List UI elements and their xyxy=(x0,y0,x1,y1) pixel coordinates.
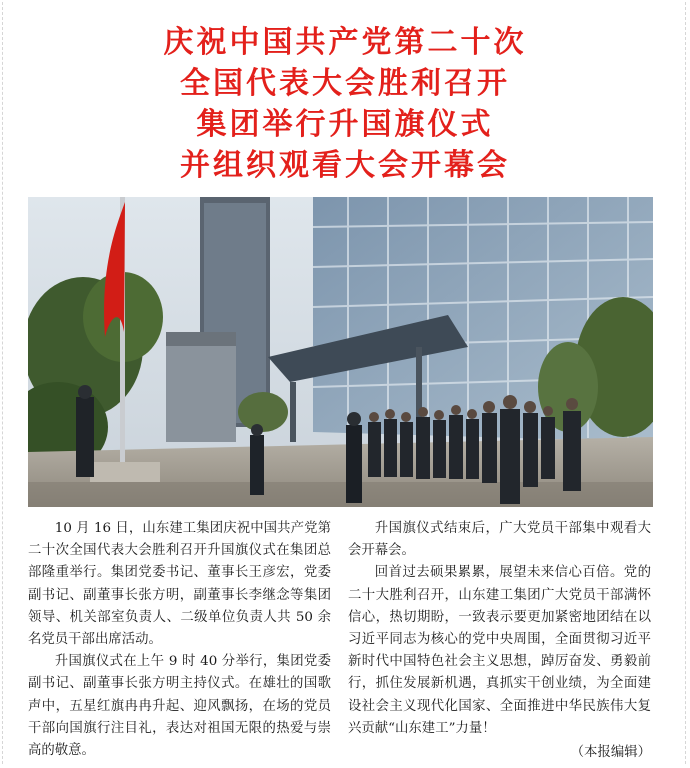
headline xyxy=(0,22,690,186)
headline-line-2: 全国代表大会胜利召开 xyxy=(180,66,510,101)
editor-signature: （本报编辑） xyxy=(570,745,651,761)
paragraph: 升国旗仪式在上午 9 时 40 分举行，集团党委副书记、副董事长张方明主持仪式。在雄壮的国歌声中，五星红旗冉冉升起、迎风飘扬，在场的党员干部向国旗行注目礼，表达对祖国无限的热爱与崇高的敬意。 xyxy=(28,654,331,759)
headline-line-4: 并组织观看大会开幕会 xyxy=(180,148,510,183)
article-left-column xyxy=(28,518,331,762)
paragraph: 10 月 16 日，山东建工集团庆祝中国共产党第二十次全国代表大会胜利召开升国旗仪式在集团总部隆重举行。集团党委书记、董事长王彦宏，党委副书记、副董事长张方明，副董事长李继念等集团领导、机关部室负责人、二级单位负责人共 50 余名党员干部出席活动。 xyxy=(28,521,331,648)
paragraph: 回首过去硕果累累，展望未来信心百倍。党的二十大胜利召开，山东建工集团广大党员干部满怀信心，热切期盼，一致表示要更加紧密地团结在以习近平同志为核心的党中央周围，全面贯彻习近平新时代中国特色社会主义思想，踔厉奋发、勇毅前行，抓住发展新机遇，真抓实干创业绩，为全面建设社会主义现代化国家、全面推进中华民族伟大复兴贡献“山东建工”力量！ xyxy=(348,565,651,736)
headline-line-3: 集团举行升国旗仪式 xyxy=(196,107,494,142)
article-right-column xyxy=(348,518,651,764)
flag-raising-photo xyxy=(28,197,653,507)
paragraph: 升国旗仪式结束后，广大党员干部集中观看大会开幕会。 xyxy=(348,521,651,559)
headline-line-1: 庆祝中国共产党第二十次 xyxy=(163,25,527,60)
